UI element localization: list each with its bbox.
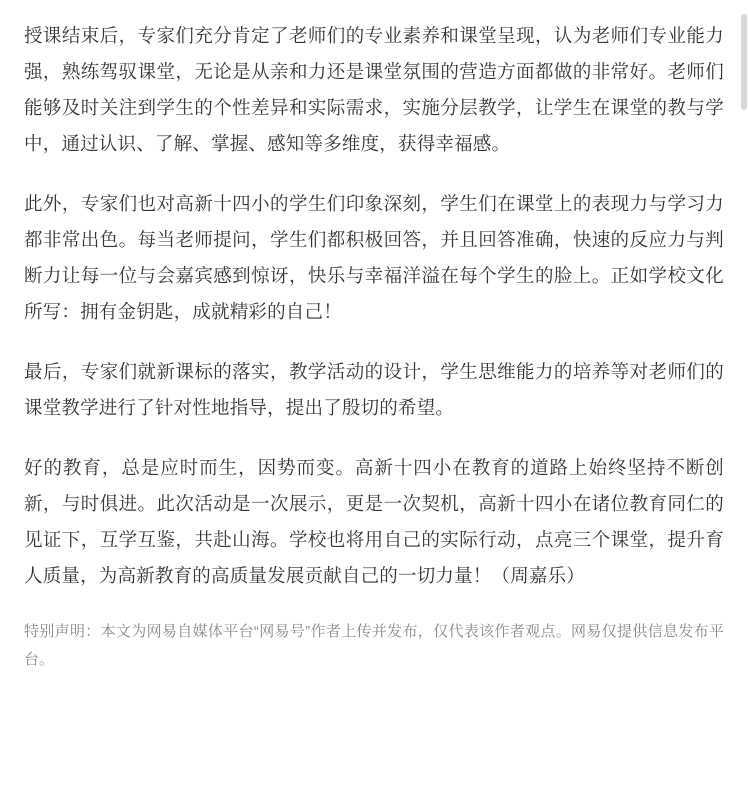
article-paragraph-4: 好的教育，总是应时而生，因势而变。高新十四小在教育的道路上始终坚持不断创新，与时俱进。此次活动是一次展示，更是一次契机，高新十四小在诸位教育同仁的见证下，互学互鉴，共赴山海。学校也将用自己的实际行动，点亮三个课堂，提升育人质量，为高新教育的高质量发展贡献自己的一切力量！（周嘉乐） — [24, 457, 724, 586]
page-scrollbar-thumb[interactable] — [741, 14, 747, 110]
article-paragraph-1: 授课结束后，专家们充分肯定了老师们的专业素养和课堂呈现，认为老师们专业能力强，熟练驾驭课堂，无论是从亲和力还是课堂氛围的营造方面都做的非常好。老师们能够及时关注到学生的个性差异和实际需求，实施分层教学，让学生在课堂的教与学中，通过认识、了解、掌握、感知等多维度，获得幸福感。 — [24, 25, 724, 154]
page-scrollbar[interactable] — [740, 0, 748, 808]
article-disclaimer: 特别声明：本文为网易自媒体平台“网易号”作者上传并发布，仅代表该作者观点。网易仅提供信息发布平台。 — [24, 623, 724, 668]
article-paragraph-2: 此外，专家们也对高新十四小的学生们印象深刻，学生们在课堂上的表现力与学习力都非常出色。每当老师提问，学生们都积极回答，并且回答准确，快速的反应力与判断力让每一位与会嘉宾感到惊讶，快乐与幸福洋溢在每个学生的脸上。正如学校文化所写：拥有金钥匙，成就精彩的自己！ — [24, 193, 724, 322]
article-paragraph-3: 最后，专家们就新课标的落实，教学活动的设计，学生思维能力的培养等对老师们的课堂教学进行了针对性地指导，提出了殷切的希望。 — [24, 361, 724, 418]
